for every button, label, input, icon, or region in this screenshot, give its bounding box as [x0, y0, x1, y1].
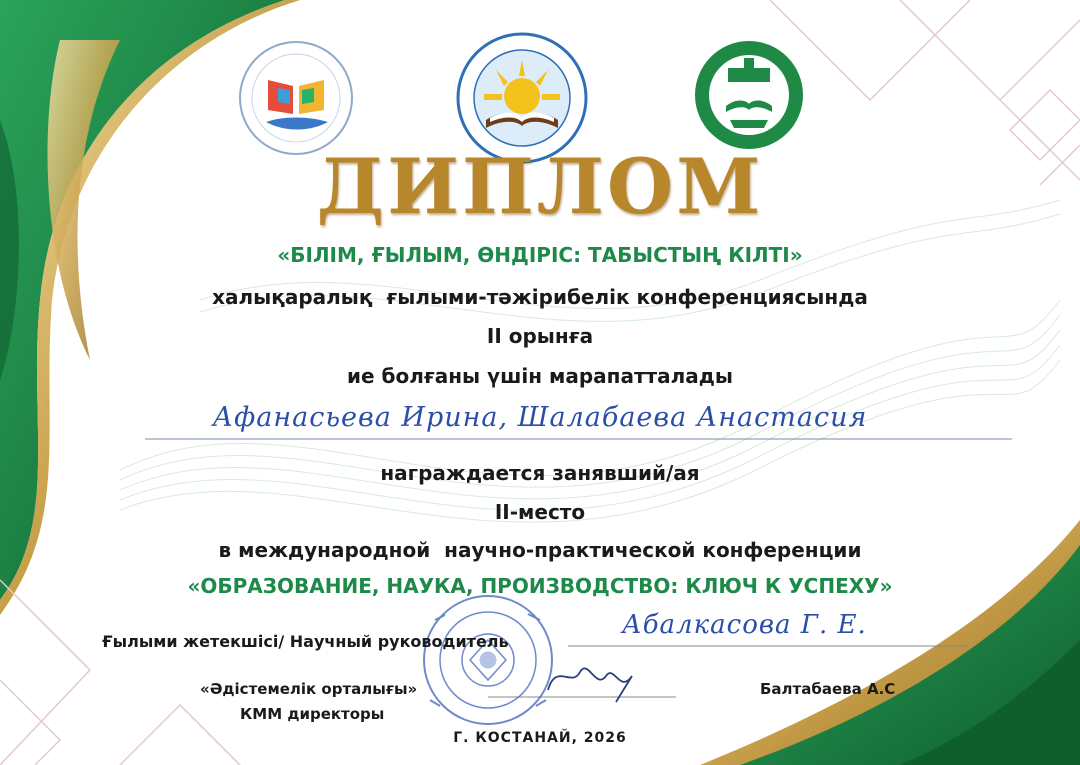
- award-line-kz-2: II орынға: [486, 324, 594, 348]
- award-line-kz-3: ие болғаны үшін марапатталады: [346, 364, 734, 388]
- supervisor-label: Ғылыми жетекшісі/ Научный руководитель: [102, 632, 509, 651]
- supervisor-name: Абалкасова Г. Е.: [622, 610, 867, 640]
- recipient-names: Афанасьева Ирина, Шалабаева Анастасия: [212, 402, 868, 433]
- director-org-line-2: КММ директоры: [240, 705, 385, 723]
- logo-avtodor-college: [694, 40, 804, 150]
- diploma-title: ДИПЛОМ: [316, 142, 764, 231]
- logo-methodical-center: [238, 40, 354, 156]
- director-org-line-1: «Әдістемелік орталығы»: [200, 680, 418, 698]
- award-line-ru-3: в международной научно-практической конференции: [218, 538, 862, 562]
- city-year: Г. КОСТАНАЙ, 2026: [453, 730, 627, 746]
- award-line-kz-1: халықаралық ғылыми-тәжірибелік конференциясында: [212, 285, 868, 309]
- director-name: Балтабаева А.С: [760, 680, 896, 698]
- conference-title-ru: «ОБРАЗОВАНИЕ, НАУКА, ПРОИЗВОДСТВО: КЛЮЧ К УСПЕХУ»: [187, 574, 893, 598]
- award-line-ru-2: II-место: [494, 500, 586, 524]
- conference-title-kz: «БІЛІМ, ҒЫЛЫМ, ӨНДІРІС: ТАБЫСТЫҢ КІЛТІ»: [277, 243, 803, 267]
- award-line-ru-1: награждается занявший/ая: [380, 461, 700, 485]
